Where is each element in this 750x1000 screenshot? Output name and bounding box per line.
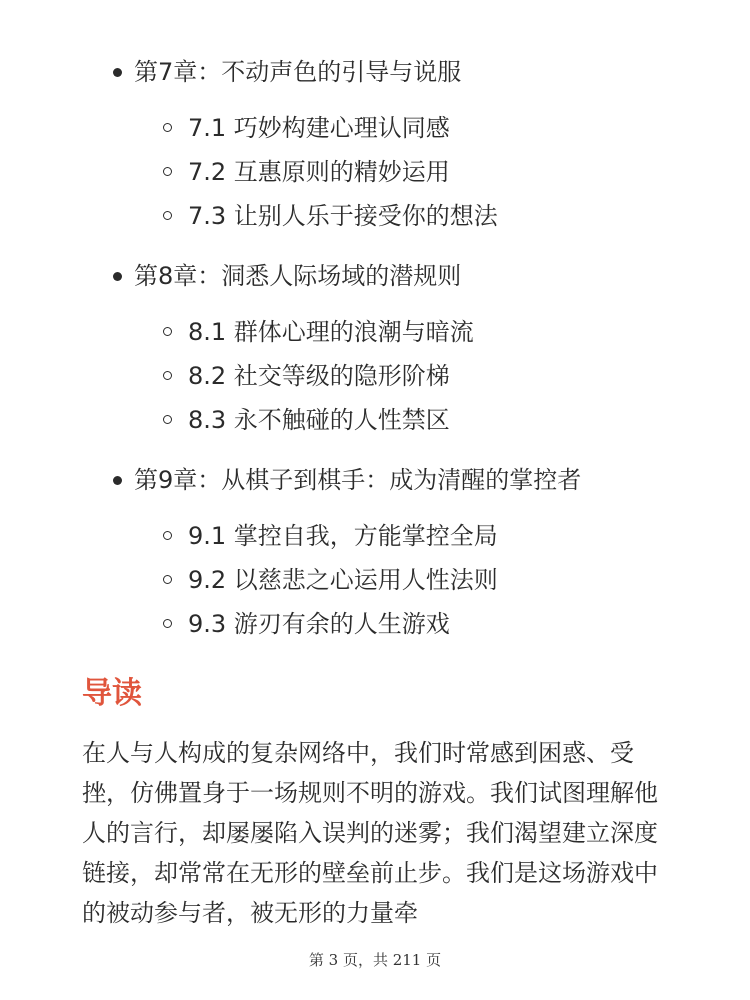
intro-paragraph: 在人与人构成的复杂网络中，我们时常感到困惑、受挫，仿佛置身于一场规则不明的游戏。我们试图理解他人的言行，却屡屡陷入误判的迷雾；我们渴望建立深度链接，却常常在无形的壁垒前止步。我们是这场游戏中的被动参与者，被无形的力量牵 [82, 739, 658, 927]
section-list [0, 310, 750, 442]
chapter-item [0, 50, 750, 238]
section-list [0, 514, 750, 646]
section-item [0, 150, 750, 194]
section-title: 9.2 以慈悲之心运用人性法则 [188, 566, 498, 594]
chapter-title-row [0, 254, 750, 298]
hollow-bullet-icon [163, 123, 172, 132]
section-item [0, 558, 750, 602]
filled-bullet-icon [113, 272, 122, 281]
section-item [0, 106, 750, 150]
section-title: 8.1 群体心理的浪潮与暗流 [188, 318, 474, 346]
section-item [0, 602, 750, 646]
section-title: 9.1 掌控自我，方能掌控全局 [188, 522, 498, 550]
chapter-title: 第8章：洞悉人际场域的潜规则 [134, 262, 462, 290]
chapter-item [0, 254, 750, 442]
chapter-item [0, 458, 750, 646]
hollow-bullet-icon [163, 619, 172, 628]
hollow-bullet-icon [163, 531, 172, 540]
section-item [0, 398, 750, 442]
section-title: 8.2 社交等级的隐形阶梯 [188, 362, 450, 390]
section-item [0, 194, 750, 238]
hollow-bullet-icon [163, 575, 172, 584]
filled-bullet-icon [113, 68, 122, 77]
chapter-title-row [0, 458, 750, 502]
chapter-title: 第9章：从棋子到棋手：成为清醒的掌控者 [134, 466, 582, 494]
hollow-bullet-icon [163, 211, 172, 220]
section-title: 9.3 游刃有余的人生游戏 [188, 610, 450, 638]
page-indicator: 第 3 页，共 211 页 [308, 951, 442, 969]
section-item [0, 514, 750, 558]
section-item [0, 354, 750, 398]
chapter-title-row [0, 50, 750, 94]
hollow-bullet-icon [163, 327, 172, 336]
hollow-bullet-icon [163, 371, 172, 380]
section-title: 7.2 互惠原则的精妙运用 [188, 158, 450, 186]
section-item [0, 310, 750, 354]
chapter-title: 第7章：不动声色的引导与说服 [134, 58, 462, 86]
filled-bullet-icon [113, 476, 122, 485]
hollow-bullet-icon [163, 167, 172, 176]
section-title: 8.3 永不触碰的人性禁区 [188, 406, 450, 434]
section-title: 7.1 巧妙构建心理认同感 [188, 114, 450, 142]
section-list [0, 106, 750, 238]
hollow-bullet-icon [163, 415, 172, 424]
table-of-contents [0, 50, 750, 646]
intro-heading: 导读 [82, 676, 142, 711]
section-title: 7.3 让别人乐于接受你的想法 [188, 202, 498, 230]
